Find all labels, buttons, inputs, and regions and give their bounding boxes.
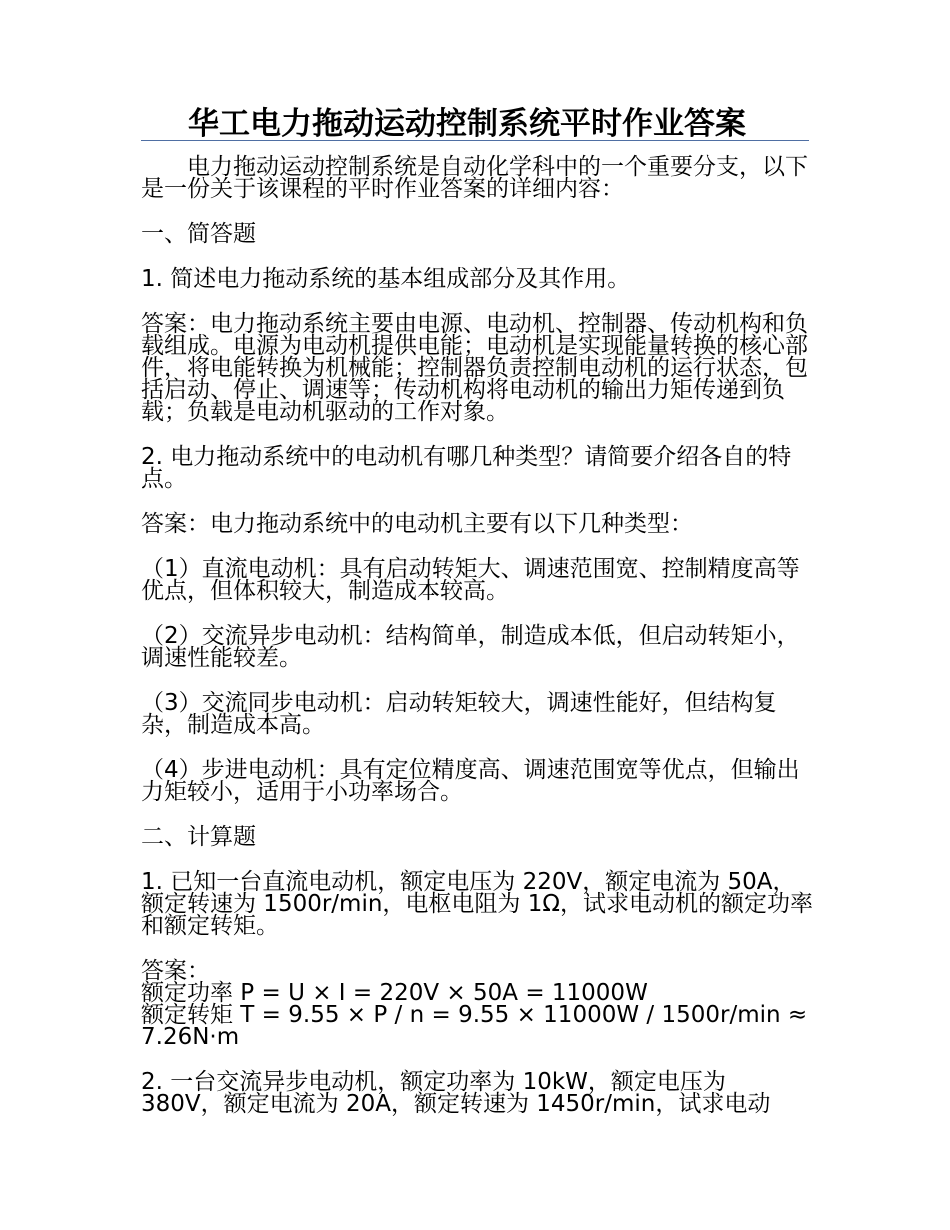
intro-paragraph: 电力拖动运动控制系统是自动化学科中的一个重要分支，以下是一份关于该课程的平时作业答案的详细内容： (141, 154, 808, 202)
calc-answer-1-torque: 额定转矩 T = 9.55 × P / n = 9.55 × 11000W / 1500r/min ≈ 7.26N·m (141, 1002, 808, 1050)
question-2: 2. 电力拖动系统中的电动机有哪几种类型？请简要介绍各自的特点。 (141, 444, 792, 492)
answer-2-item-dc-motor: （1）直流电动机：具有启动转矩大、调速范围宽、控制精度高等优点，但体积较大，制造成本较高。 (141, 556, 800, 604)
answer-2-item-stepper-motor: （4）步进电动机：具有定位精度高、调速范围宽等优点，但输出力矩较小，适用于小功率场合。 (141, 757, 800, 805)
calc-answer-1-power: 额定功率 P = U × I = 220V × 50A = 11000W (141, 980, 648, 1006)
question-1: 1. 简述电力拖动系统的基本组成部分及其作用。 (141, 266, 631, 292)
answer-2-item-ac-async-motor: （2）交流异步电动机：结构简单，制造成本低，但启动转矩小，调速性能较差。 (141, 623, 800, 671)
section-heading-calculation: 二、计算题 (141, 824, 256, 850)
calc-question-2: 2. 一台交流异步电动机，额定功率为 10kW，额定电压为 380V，额定电流为 20A，额定转速为 1450r/min，试求电动 (141, 1069, 771, 1117)
calc-answer-1-label: 答案： (141, 958, 210, 984)
section-heading-short-answer: 一、简答题 (141, 221, 256, 247)
title-underline (141, 140, 809, 141)
calc-answer-1 (141, 960, 813, 1048)
answer-2-intro: 答案：电力拖动系统中的电动机主要有以下几种类型： (141, 511, 693, 537)
document-title: 华工电力拖动运动控制系统平时作业答案 (188, 106, 746, 142)
answer-2-item-ac-sync-motor: （3）交流同步电动机：启动转矩较大，调速性能好，但结构复杂，制造成本高。 (141, 690, 777, 738)
calc-question-1: 1. 已知一台直流电动机，额定电压为 220V，额定电流为 50A，额定转速为 1500r/min，电枢电阻为 1Ω，试求电动机的额定功率和额定转矩。 (141, 869, 813, 939)
document-body (141, 156, 813, 1115)
answer-1: 答案：电力拖动系统主要由电源、电动机、控制器、传动机构和负载组成。电源为电动机提供电能；电动机是实现能量转换的核心部件，将电能转换为机械能；控制器负责控制电动机的运行状态，包括启动、停止、调速等；传动机构将电动机的输出力矩传递到负载；负载是电动机驱动的工作对象。 (141, 311, 808, 425)
